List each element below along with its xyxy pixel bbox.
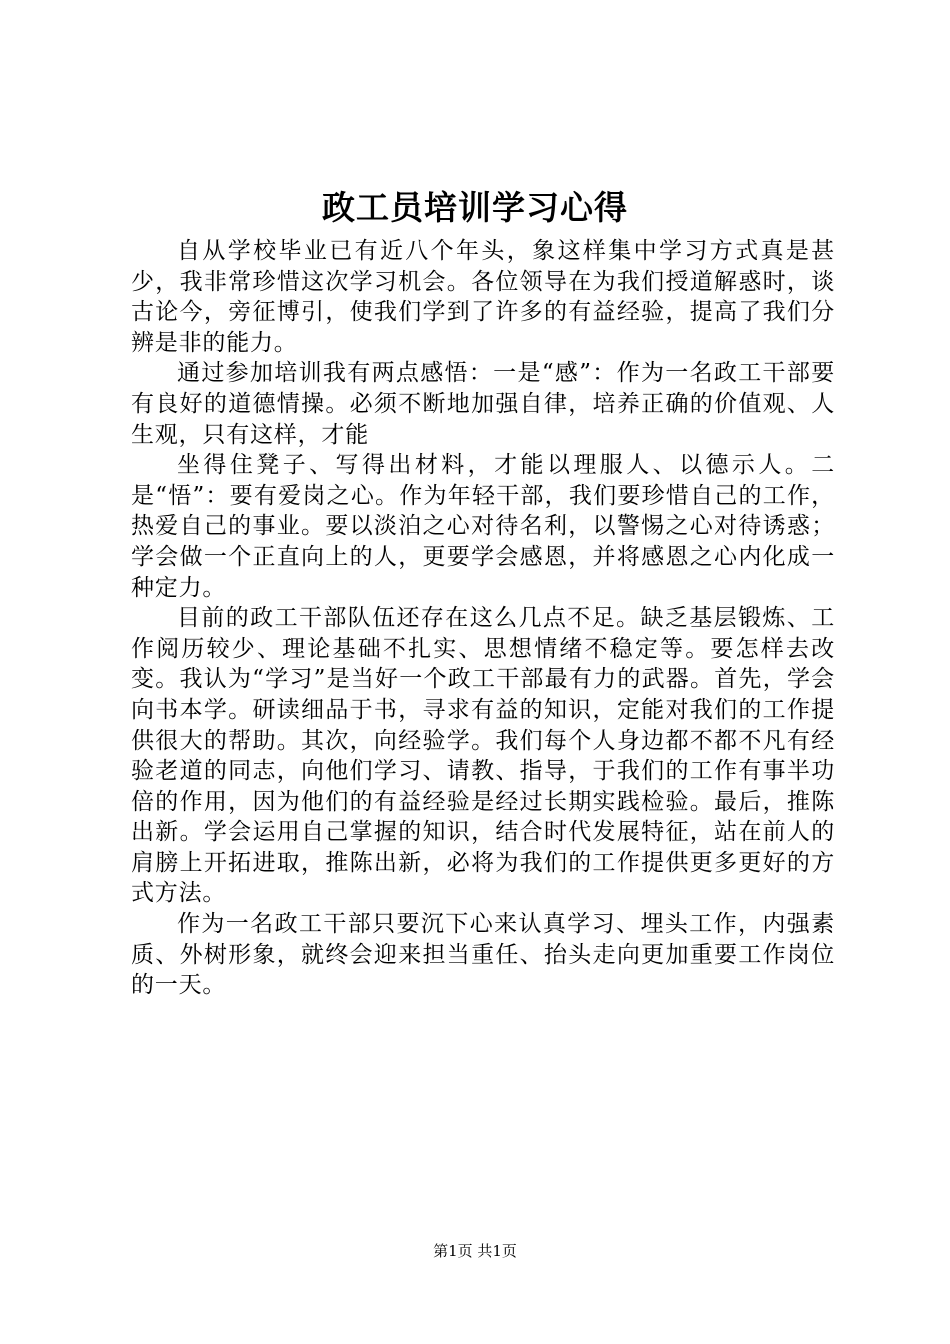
paragraph: 目前的政工干部队伍还存在这么几点不足。缺乏基层锻炼、工作阅历较少、理论基础不扎实、思想情绪不稳定等。要怎样去改变。我认为“学习”是当好一个政工干部最有力的武器。首先，学会向书本学。研读细品于书，寻求有益的知识，定能对我们的工作提供很大的帮助。其次，向经验学。我们每个人身边都不都不凡有经验老道的同志，向他们学习、请教、指导，于我们的工作有事半功倍的作用，因为他们的有益经验是经过长期实践检验。最后，推陈出新。学会运用自己掌握的知识，结合时代发展特征，站在前人的肩膀上开拓进取，推陈出新，必将为我们的工作提供更多更好的方式方法。: [131, 605, 835, 907]
document-body: [131, 236, 835, 1001]
paragraph: 坐得住凳子、写得出材料，才能以理服人、以德示人。二是“悟”：要有爱岗之心。作为年轻干部，我们要珍惜自己的工作，热爱自己的事业。要以淡泊之心对待名利，以警惕之心对待诱惑；学会做一个正直向上的人，更要学会感恩，并将感恩之心内化成一种定力。: [131, 452, 835, 601]
paragraph: 通过参加培训我有两点感悟：一是“感”：作为一名政工干部要有良好的道德情操。必须不断地加强自律，培养正确的价值观、人生观，只有这样，才能: [131, 360, 835, 448]
paragraph: 作为一名政工干部只要沉下心来认真学习、埋头工作，内强素质、外树形象，就终会迎来担当重任、抬头走向更加重要工作岗位的一天。: [131, 911, 835, 999]
paragraph: 自从学校毕业已有近八个年头，象这样集中学习方式真是甚少，我非常珍惜这次学习机会。各位领导在为我们授道解惑时，谈古论今，旁征博引，使我们学到了许多的有益经验，提高了我们分辨是非的能力。: [131, 238, 835, 356]
page-number-footer: 第1页 共1页: [433, 1242, 517, 1260]
document-title: 政工员培训学习心得: [322, 188, 628, 227]
